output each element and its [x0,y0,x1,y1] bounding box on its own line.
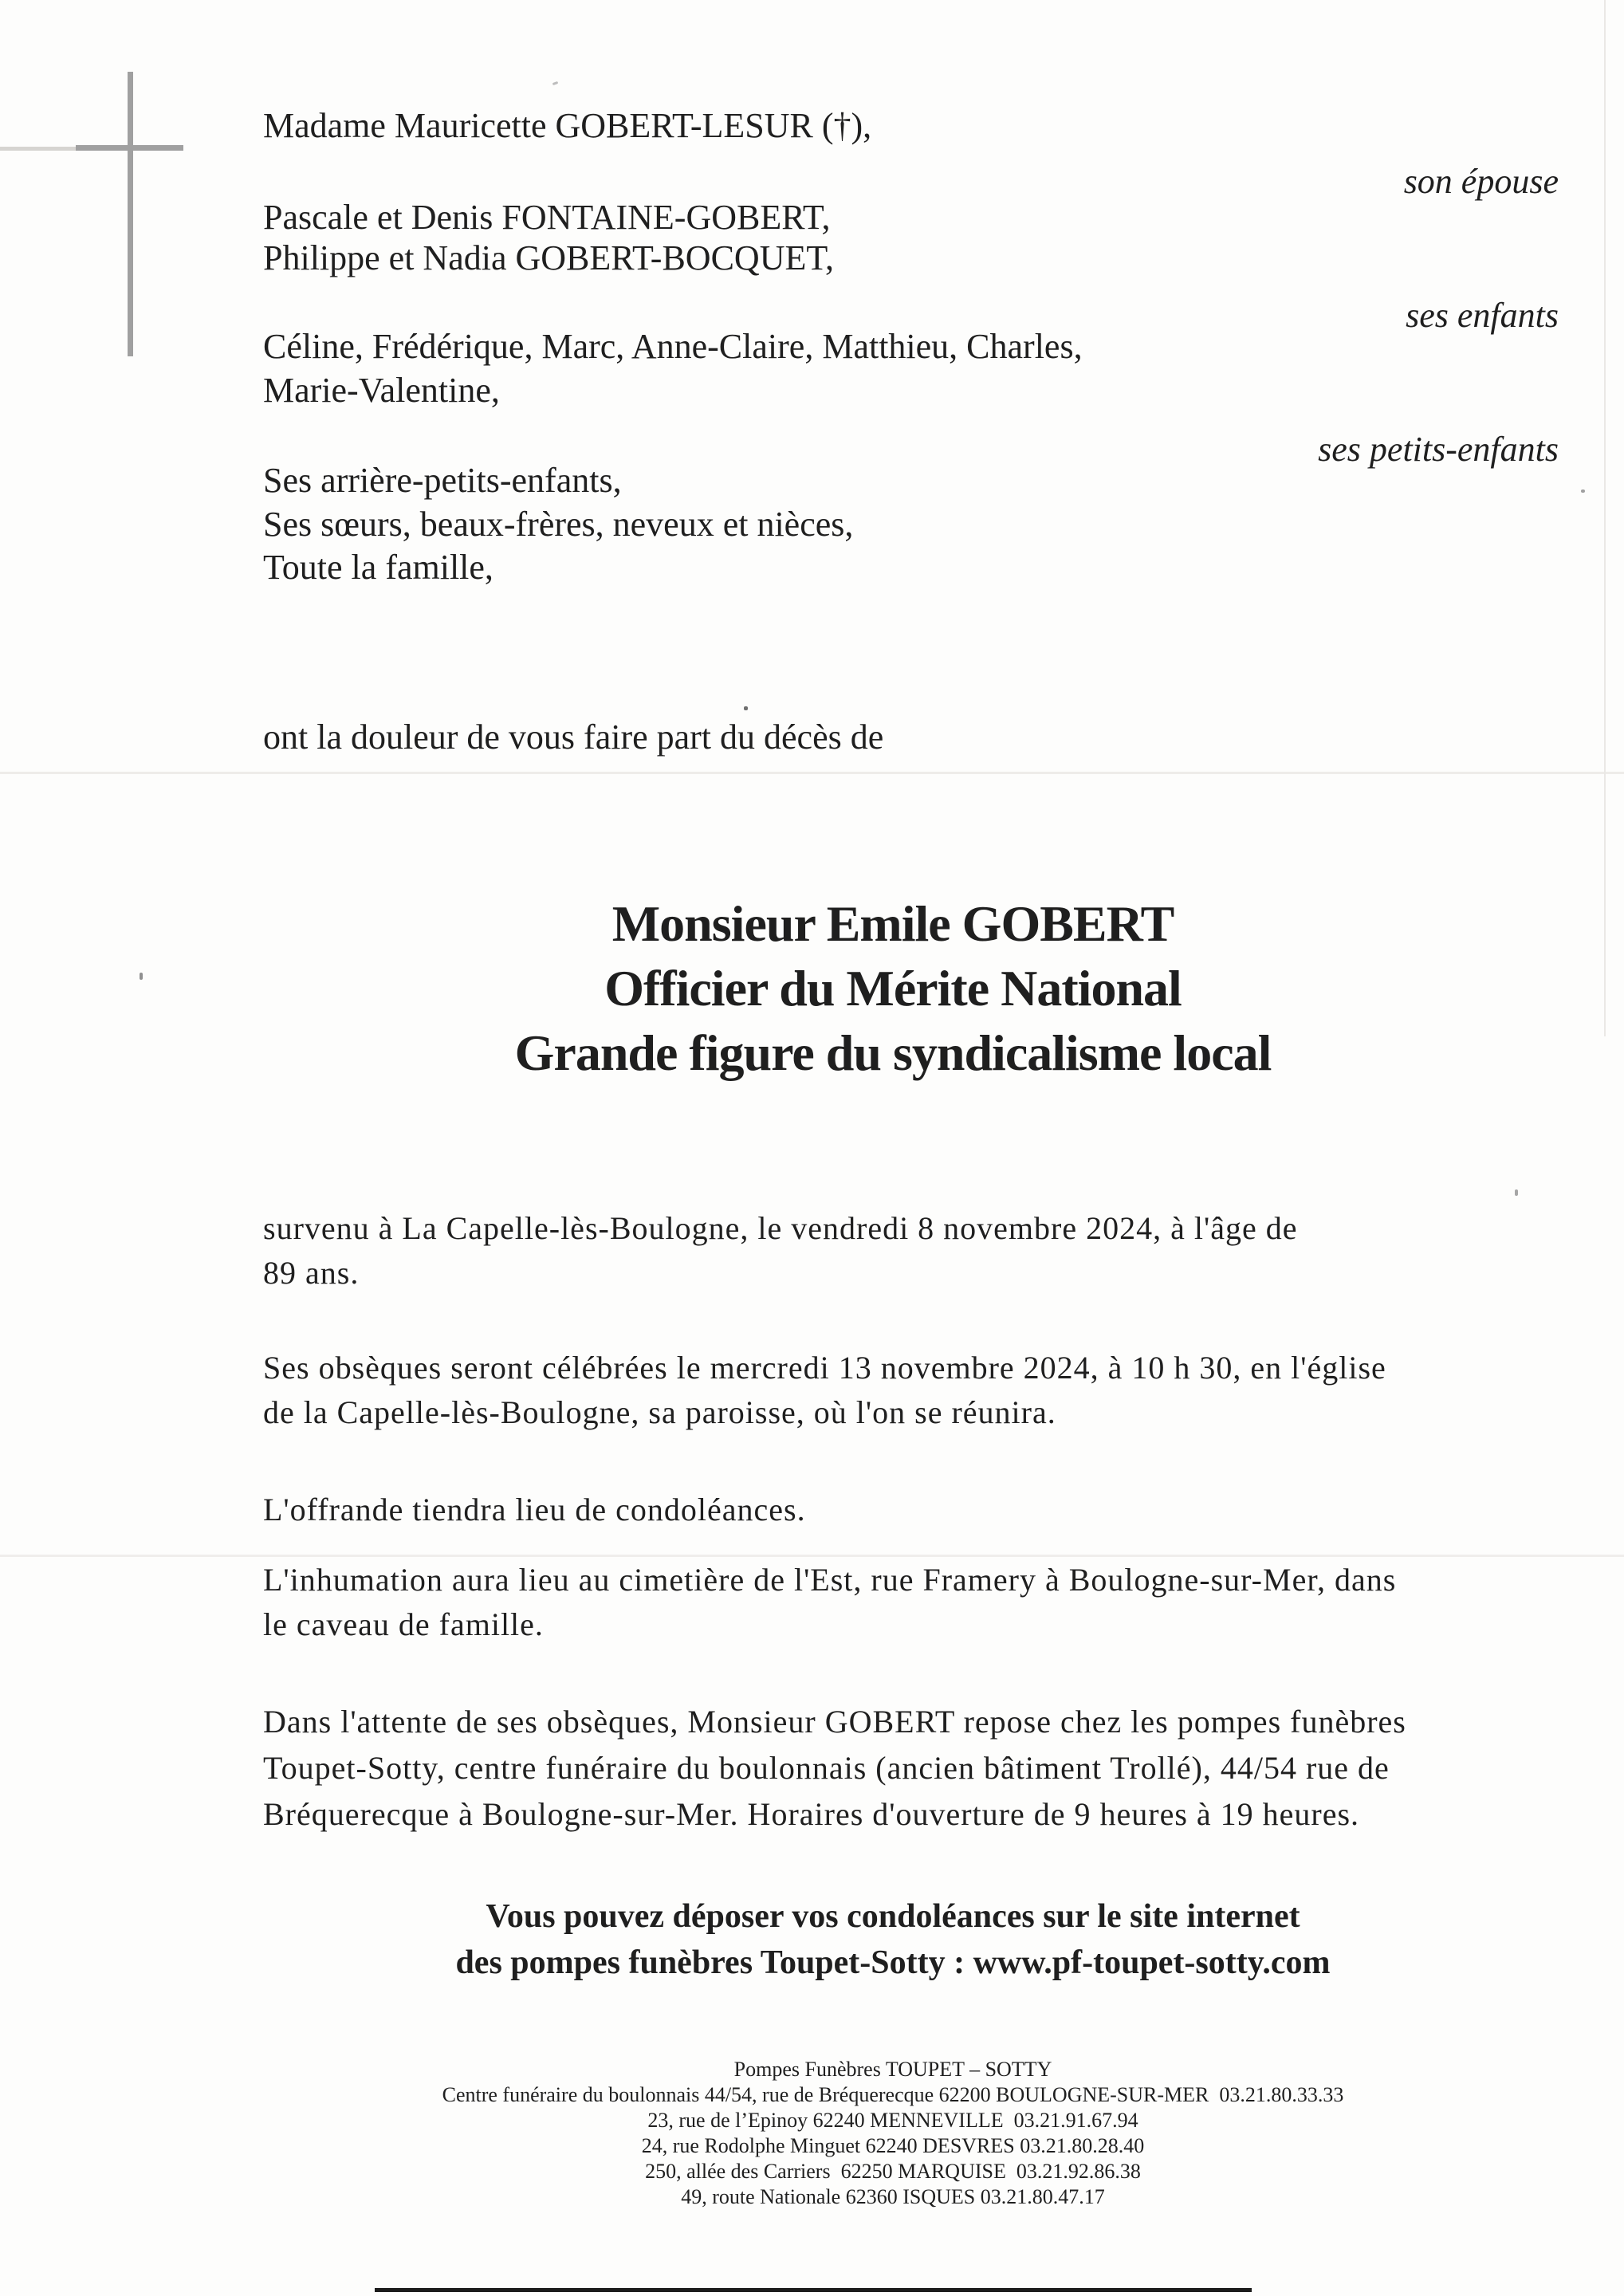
funeral-home-name: Pompes Funèbres TOUPET – SOTTY [733,2058,1052,2081]
announcement-intro-line: ont la douleur de vous faire part du décès de [263,718,884,757]
deceased-distinction-title: Officier du Mérite National [604,960,1182,1016]
scan-line-vertical-right [1604,0,1606,1036]
repose-line: Bréquerecque à Boulogne-sur-Mer. Horaires d'ouverture de 9 heures à 19 heures. [263,1796,1360,1832]
repose-line: Dans l'attente de ses obsèques, Monsieur GOBERT repose chez les pompes funèbres [263,1704,1406,1740]
extended-family-line: Ses sœurs, beaux-frères, neveux et nièces, [263,505,854,544]
scan-speck [140,973,143,980]
deceased-name-title: Monsieur Emile GOBERT [611,895,1174,952]
children-name-line: Philippe et Nadia GOBERT-BOCQUET, [263,238,834,277]
funeral-home-address: 250, allée des Carriers 62250 MARQUISE 03.21.92.86.38 [645,2160,1141,2183]
offering-line: L'offrande tiendra lieu de condoléances. [263,1492,806,1527]
funeral-home-address: 23, rue de l’Epinoy 62240 MENNEVILLE 03.21.91.67.94 [647,2109,1138,2132]
scan-speck [1581,489,1585,493]
scan-speck [552,81,559,85]
deceased-tribute-title: Grande figure du syndicalisme local [514,1024,1272,1081]
children-name-line: Pascale et Denis FONTAINE-GOBERT, [263,198,831,237]
grandchildren-role-label: ses petits-enfants [1318,430,1559,469]
cross-left-faint-segment [0,147,76,151]
condolence-website-line: des pompes funèbres Toupet-Sotty : www.pf-toupet-sotty.com [455,1944,1331,1981]
death-details-line: survenu à La Capelle-lès-Boulogne, le vendredi 8 novembre 2024, à l'âge de [263,1210,1298,1246]
whole-family-line: Toute la famille, [263,548,493,587]
burial-line: le caveau de famille. [263,1606,544,1642]
cross-horizontal-bar [76,145,183,151]
funeral-home-address: 49, route Nationale 62360 ISQUES 03.21.80.47.17 [681,2185,1105,2208]
cross-vertical-bar [128,72,133,356]
repose-line: Toupet-Sotty, centre funéraire du boulonnais (ancien bâtiment Trollé), 44/54 rue de [263,1750,1390,1786]
scan-line-horizontal-1 [0,772,1624,774]
scan-speck [744,706,748,710]
scan-line-horizontal-2 [0,1555,1624,1557]
funeral-service-line: Ses obsèques seront célébrées le mercredi 13 novembre 2024, à 10 h 30, en l'église [263,1350,1386,1386]
funeral-service-line: de la Capelle-lès-Boulogne, sa paroisse, où l'on se réunira. [263,1394,1056,1430]
scan-speck [1515,1189,1518,1196]
grandchildren-name-line: Céline, Frédérique, Marc, Anne-Claire, Matthieu, Charles, [263,327,1083,366]
children-role-label: ses enfants [1406,296,1559,335]
condolence-cta-line: Vous pouvez déposer vos condoléances sur le site internet [486,1898,1300,1935]
bottom-scan-line [375,2288,1252,2292]
spouse-role-label: son épouse [1403,162,1559,201]
funeral-home-address: Centre funéraire du boulonnais 44/54, rue de Bréquerecque 62200 BOULOGNE-SUR-MER 03.21.80.33.33 [442,2083,1344,2106]
great-grandchildren-line: Ses arrière-petits-enfants, [263,461,622,500]
grandchildren-name-line: Marie-Valentine, [263,371,500,410]
death-details-line: 89 ans. [263,1255,360,1291]
burial-line: L'inhumation aura lieu au cimetière de l'Est, rue Framery à Boulogne-sur-Mer, dans [263,1562,1397,1598]
widow-name-line: Madame Mauricette GOBERT-LESUR (†), [263,106,872,145]
funeral-home-address: 24, rue Rodolphe Minguet 62240 DESVRES 03.21.80.28.40 [641,2134,1145,2157]
